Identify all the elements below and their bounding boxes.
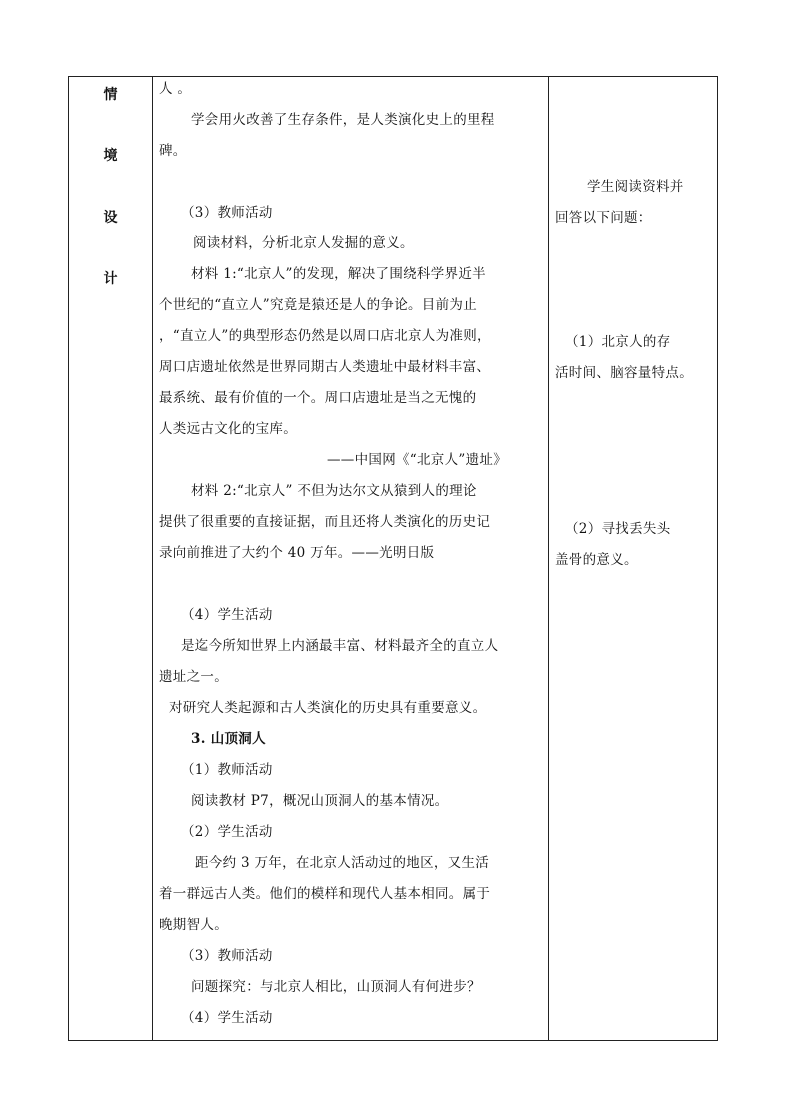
material-2-line: 提供了很重要的直接证据，而且还将人类演化的历史记 — [159, 514, 491, 530]
content-line: 阅读教材 P7，概况山顶洞人的基本情况。 — [191, 793, 449, 809]
student-activity-column — [549, 77, 717, 1040]
section-label-column — [69, 77, 152, 1040]
section-label-char: 计 — [103, 271, 118, 287]
activity-heading: （3）教师活动 — [181, 205, 273, 221]
activity-heading: （1）教师活动 — [181, 762, 273, 778]
content-line: 着一群远古人类。他们的模样和现代人基本相同。属于 — [159, 886, 491, 902]
material-2-line: 材料 2:“北京人” 不但为达尔文从猿到人的理论 — [191, 483, 477, 499]
activity-heading: （3）教师活动 — [181, 948, 273, 964]
content-line: 碑。 — [159, 143, 187, 159]
side-question-1: （1）北京人的存 — [565, 334, 671, 350]
teaching-content-column — [153, 77, 548, 1040]
content-line: 晚期智人。 — [159, 917, 228, 933]
lesson-plan-table — [68, 76, 718, 1041]
material-1-line: 人类远古文化的宝库。 — [159, 421, 297, 437]
material-2-line: 录向前推进了大约个 40 万年。——光明日版 — [159, 545, 435, 561]
content-line: 人 。 — [159, 81, 192, 97]
content-line: 问题探究：与北京人相比，山顶洞人有何进步？ — [191, 979, 481, 995]
side-question-2: 盖骨的意义。 — [555, 552, 638, 568]
activity-heading: （4）学生活动 — [181, 607, 273, 623]
content-line: 对研究人类起源和古人类演化的历史具有重要意义。 — [169, 700, 487, 716]
side-question-1: 活时间、脑容量特点。 — [555, 365, 693, 381]
material-1-line: 个世纪的“直立人”究竟是猿还是人的争论。目前为止 — [159, 297, 478, 313]
content-line: 遗址之一。 — [159, 669, 228, 685]
content-line: 学会用火改善了生存条件，是人类演化史上的里程 — [191, 112, 495, 128]
content-line: 距今约 3 万年，在北京人活动过的地区，又生活 — [195, 855, 490, 871]
section-label-char: 境 — [103, 148, 118, 164]
material-1-line: ，“直立人”的典型形态仍然是以周口店北京人为准则， — [159, 328, 491, 344]
activity-heading: （4）学生活动 — [181, 1010, 273, 1026]
side-question-2: （2）寻找丢失头 — [565, 521, 671, 537]
content-line: 是迄今所知世界上内涵最丰富、材料最齐全的直立人 — [181, 638, 499, 654]
material-1-line: 材料 1:“北京人”的发现，解决了围绕科学界近半 — [191, 266, 486, 282]
content-line: 阅读材料，分析北京人发掘的意义。 — [193, 235, 414, 251]
activity-heading: （2）学生活动 — [181, 824, 273, 840]
section-label-char: 情 — [103, 87, 118, 103]
material-1-line: 最系统、最有价值的一个。周口店遗址是当之无愧的 — [159, 390, 477, 406]
side-line: 回答以下问题： — [555, 210, 652, 226]
source-citation: ——中国网《“北京人”遗址》 — [327, 452, 508, 468]
section-heading-shandingdong: 3. 山顶洞人 — [191, 731, 266, 747]
section-label-char: 设 — [103, 210, 118, 226]
side-line: 学生阅读资料并 — [587, 179, 684, 195]
material-1-line: 周口店遗址依然是世界同期古人类遗址中最材料丰富、 — [159, 359, 491, 375]
